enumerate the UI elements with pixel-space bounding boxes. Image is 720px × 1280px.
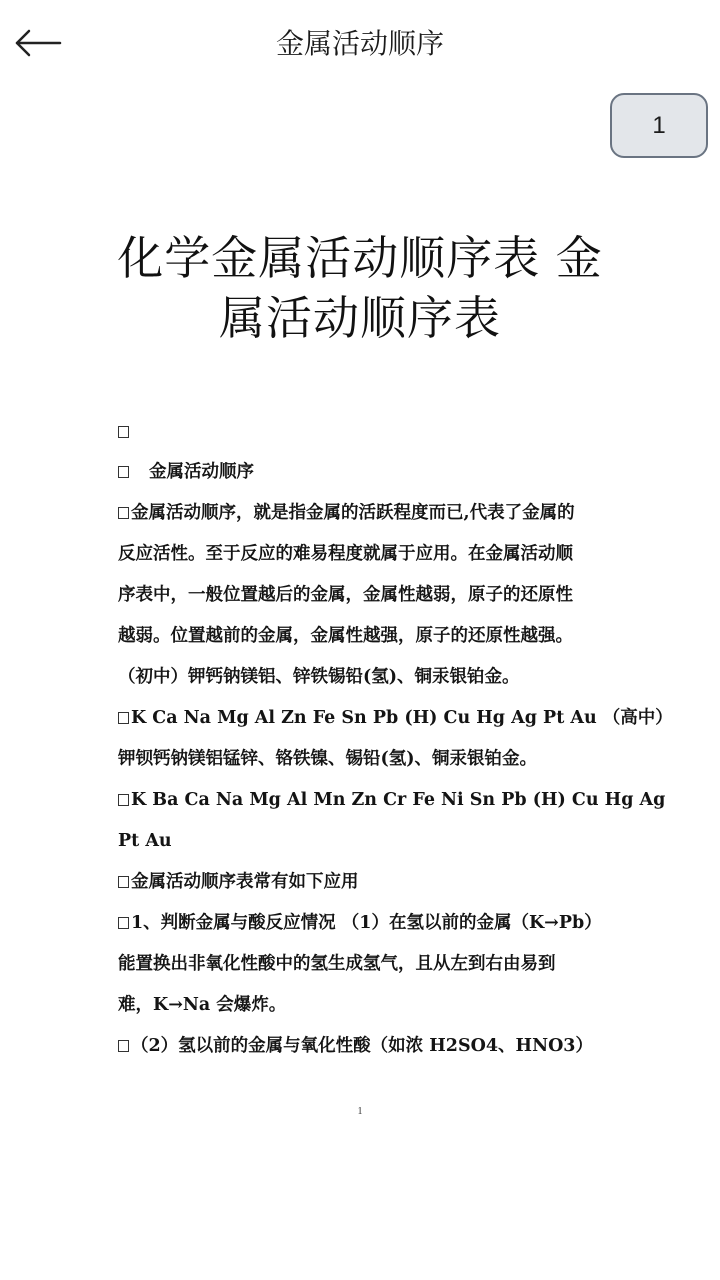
text-line: （2）氢以前的金属与氧化性酸（如浓 H2SO4、HNO3） xyxy=(118,1026,613,1067)
missing-glyph-box xyxy=(118,876,129,888)
text-line: 能置换出非氧化性酸中的氢生成氢气，且从左到右由易到 xyxy=(118,954,556,974)
text-line: K Ba Ca Na Mg Al Mn Zn Cr Fe Ni Sn Pb (H) Cu Hg Ag xyxy=(118,780,613,821)
text-line: 金属活动顺序表常有如下应用 xyxy=(118,862,613,903)
section-heading: 金属活动顺序 xyxy=(149,462,254,482)
text-line: Pt Au xyxy=(118,831,172,851)
missing-glyph-box xyxy=(118,507,129,519)
document-title xyxy=(110,228,610,348)
missing-glyph-box xyxy=(118,426,129,438)
page-title: 金属活动顺序 xyxy=(275,27,444,60)
text-line: 反应活性。至于反应的难易程度就属于应用。在金属活动顺 xyxy=(118,544,573,564)
text-line: K Ca Na Mg Al Zn Fe Sn Pb (H) Cu Hg Ag Pt Au （高中） xyxy=(118,698,613,739)
text-line: 金属活动顺序，就是指金属的活跃程度而已,代表了金属的 xyxy=(118,493,613,534)
page-number: 1 xyxy=(357,1106,363,1117)
document-body xyxy=(118,412,673,1067)
top-bar xyxy=(0,0,720,86)
missing-glyph-box xyxy=(118,1040,129,1052)
text-line: 序表中，一般位置越后的金属，金属性越弱，原子的还原性 xyxy=(118,585,573,605)
text-line: 钾钡钙钠镁铝锰锌、铬铁镍、锡铅(氢)、铜汞银铂金。 xyxy=(118,749,538,769)
text-line xyxy=(118,412,613,452)
missing-glyph-box xyxy=(118,917,129,929)
text-line: （初中）钾钙钠镁铝、锌铁锡铅(氢)、铜汞银铂金。 xyxy=(118,667,520,687)
missing-glyph-box xyxy=(118,794,129,806)
document-page[interactable] xyxy=(0,86,720,1280)
text-line: 1、判断金属与酸反应情况 （1）在氢以前的金属（K→Pb） xyxy=(118,903,613,944)
text-line xyxy=(118,452,613,493)
missing-glyph-box xyxy=(118,466,129,478)
document-title-line: 化学金属活动顺序表 金 xyxy=(117,231,603,285)
page-indicator-badge[interactable]: 1 xyxy=(610,93,708,158)
document-title-line: 属活动顺序表 xyxy=(219,291,501,345)
missing-glyph-box xyxy=(118,712,129,724)
text-line: 越弱。位置越前的金属，金属性越强，原子的还原性越强。 xyxy=(118,626,573,646)
text-line: 难，K→Na 会爆炸。 xyxy=(118,995,287,1015)
